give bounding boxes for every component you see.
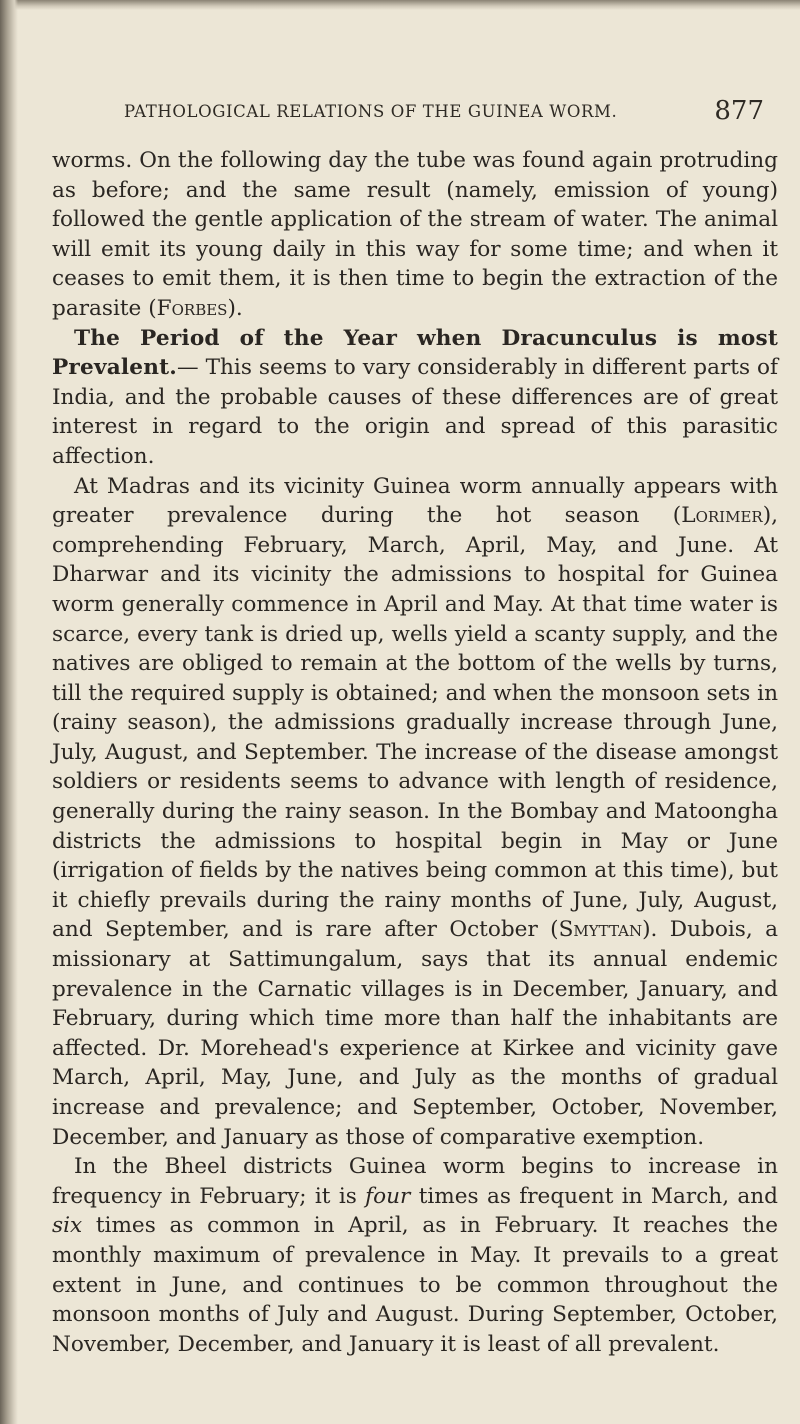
paragraph-3-text-a: At Madras and its vicinity Guinea worm annually appears with greater prevalence during the hot season ( bbox=[52, 473, 778, 529]
body-text bbox=[52, 146, 778, 1359]
emphasis-six: six bbox=[52, 1213, 83, 1239]
paragraph-4-text-a: In the Bheel districts Guinea worm begins to increase in frequency in February; it is bbox=[52, 1154, 778, 1209]
emphasis-four: four bbox=[365, 1183, 411, 1209]
paragraph-4-text-c: times as common in April, as in February. It reaches the monthly maximum of prevalence in May. It prevails to a great extent in June, and continues to be common throughout the monsoon months of July and August. During September, October, November, December, and January it is least of all prevalent. bbox=[52, 1213, 778, 1357]
paragraph-4 bbox=[52, 1152, 778, 1359]
running-head bbox=[90, 96, 772, 136]
citation-lorimer: Lorimer bbox=[681, 503, 763, 529]
citation-forbes: Forbes bbox=[156, 295, 228, 321]
paragraph-3-text-c: ). Dubois, a missionary at Sattimungalum, says that its annual endemic prevalence in the Carnatic villages is in December, January, and February, during which time more than half the inhabitants are affected. Dr. Morehead's experience at Kirkee and vicinity gave March, April, May, June, and July as the months of gradual increase and prevalence; and September, October, November, December, and January as those of comparative exemption. bbox=[52, 917, 778, 1150]
paragraph-3 bbox=[52, 472, 778, 1153]
section-heading: The Period of the Year when Dracunculus is most Prevalent. bbox=[52, 325, 778, 381]
paragraph-2 bbox=[52, 324, 778, 472]
page-top-shadow bbox=[0, 0, 800, 10]
citation-smyttan: Smyttan bbox=[558, 917, 643, 943]
page-binding-shadow bbox=[0, 0, 18, 1424]
running-title: PATHOLOGICAL RELATIONS OF THE GUINEA WORM. bbox=[124, 102, 618, 121]
paragraph-1-text-a: worms. On the following day the tube was found again protruding as before; and the same result (namely, emission of young) followed the gentle application of the stream of water. The animal will emit its young daily in this way for some time; and when it ceases to emit them, it is then time to begin the extraction of the parasite ( bbox=[52, 148, 778, 321]
paragraph-3-text-b: ), comprehending February, March, April, May, and June. At Dharwar and its vicinity the admissions to hospital for Guinea worm generally commence in April and May. At that time water is scarce, every tank is dried up, wells yield a scanty supply, and the natives are obliged to remain at the bottom of the wells by turns, till the required supply is obtained; and when the monsoon sets in (rainy season), the admissions gradually increase through June, July, August, and September. The increase of the disease amongst soldiers or residents seems to advance with length of residence, generally during the rainy season. In the Bombay and Matoongha districts the admissions to hospital begin in May or June (irrigation of fields by the natives being common at this time), but it chiefly prevails during the rainy months of June, July, August, and September, and is rare after October ( bbox=[52, 503, 778, 943]
paragraph-1 bbox=[52, 146, 778, 324]
page-number: 877 bbox=[714, 96, 764, 126]
paragraph-1-text-b: ). bbox=[227, 295, 243, 321]
paragraph-4-text-b: times as frequent in March, and bbox=[410, 1183, 778, 1209]
paragraph-2-text: — This seems to vary considerably in different parts of India, and the probable causes of these differences are of great interest in regard to the origin and spread of this parasitic affection. bbox=[52, 355, 778, 469]
